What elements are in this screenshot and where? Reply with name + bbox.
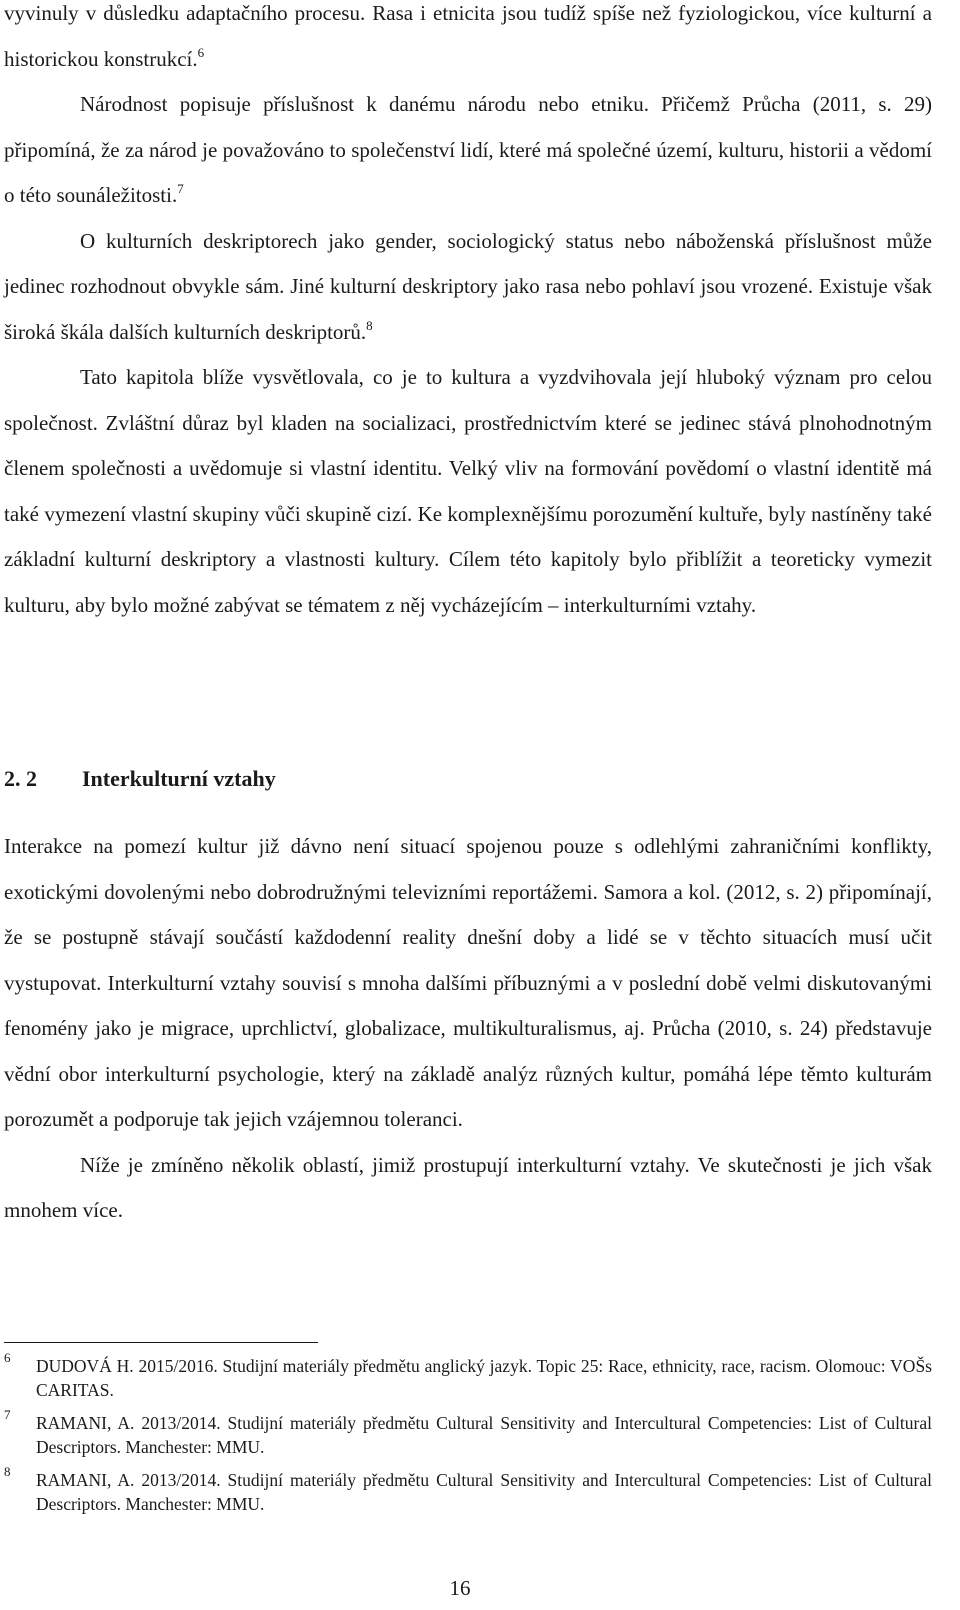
paragraph-intercultural-areas: Níže je zmíněno několik oblastí, jimiž prostupují interkulturní vztahy. Ve skutečnosti je jich však mnohem více.: [4, 1152, 932, 1222]
footnote-number: 6: [4, 1350, 11, 1365]
section-heading: [4, 766, 276, 792]
footnote-ref-6[interactable]: 6: [197, 44, 205, 60]
heading-number: 2. 2: [4, 766, 37, 791]
paragraph-cultural-descriptors: O kulturních deskriptorech jako gender, sociologický status nebo náboženská příslušnost může jedinec rozhodnout obvykle sám. Jiné kulturní deskriptory jako rasa nebo pohlaví jsou vrozené. Existuje však široká škála dalších kulturních deskriptorů.$^8$: [4, 228, 932, 344]
footnote-number: 8: [4, 1464, 11, 1479]
footnote-text: RAMANI, A. 2013/2014. Studijní materiály předmětu Cultural Sensitivity and Intercultural Competencies: List of Cultural Descriptors. Manchester: MMU.: [36, 1413, 932, 1457]
paragraph-nationality: Národnost popisuje příslušnost k danému národu nebo etniku. Přičemž Průcha (2011, s. 29) připomíná, že za národ je považováno to společenství lidí, které má společné území, kulturu, historii a vědomí o této sounáležitosti.$^7$: [4, 92, 932, 207]
page-number: 16: [449, 1576, 471, 1600]
footnote-text: RAMANI, A. 2013/2014. Studijní materiály předmětu Cultural Sensitivity and Intercultural Competencies: List of Cultural Descriptors. Manchester: MMU.: [36, 1470, 932, 1514]
paragraph-intercultural-intro: Interakce na pomezí kultur již dávno není situací spojenou pouze s odlehlými zahraničními konflikty, exotickými dovolenými nebo dobrodružnými televizními reportážemi. Samora a kol. (2012, s. 2) připomínají, že se postupně stávají součástí každodenní reality dnešní doby a lidé se v těchto situacích musí učit vystupovat. Interkulturní vztahy souvisí s mnoha dalšími příbuznými a v poslední době velmi diskutovanými fenomény jako je migrace, uprchlictví, globalizace, multikulturalismus, aj. Průcha (2010, s. 24) představuje vědní obor interkulturní psychologie, který na základě analýz různých kultur, pomáhá lépe těmto kulturám porozumět a podporuje tak jejich vzájemnou toleranci.: [4, 834, 932, 1131]
section-2: [4, 824, 932, 1234]
heading-title: Interkulturní vztahy: [82, 766, 276, 791]
footnote-separator: [4, 1342, 318, 1343]
footnote-item: [4, 1407, 932, 1459]
footnote-item: [4, 1350, 932, 1402]
paragraph-chapter-summary: Tato kapitola blíže vysvětlovala, co je to kultura a vyzdvihovala její hluboký význam pro celou společnost. Zvláštní důraz byl kladen na socializaci, prostřednictvím které se jedinec stává plnohodnotným členem společnosti a uvědomuje si vlastní identitu. Velký vliv na formování povědomí o vlastní identitě má také vymezení vlastní skupiny vůči skupině cizí. Ke komplexnějšímu porozumění kultuře, byly nastíněny také základní kulturní deskriptory a vlastnosti kultury. Cílem této kapitoly bylo přiblížit a teoreticky vymezit kulturu, aby bylo možné zabývat se tématem z něj vycházejícím – interkulturními vztahy.: [4, 365, 932, 617]
footnote-ref-7[interactable]: 7: [177, 181, 184, 196]
paragraph-race-ethnicity: vyvinuly v důsledku adaptačního procesu. Rasa i etnicita jsou tudíž spíše než fyziologickou, více kulturní a historickou konstrukcí.$^6$: [4, 1, 932, 71]
footnote-item: [4, 1464, 932, 1516]
section-1: [4, 0, 932, 628]
footnotes: [4, 1350, 932, 1525]
footnote-text: DUDOVÁ H. 2015/2016. Studijní materiály předmětu anglický jazyk. Topic 25: Race, ethnicity, race, racism. Olomouc: VOŠs CARITAS.: [36, 1356, 932, 1400]
footnote-number: 7: [4, 1407, 11, 1422]
footnote-ref-8[interactable]: 8: [366, 317, 373, 333]
